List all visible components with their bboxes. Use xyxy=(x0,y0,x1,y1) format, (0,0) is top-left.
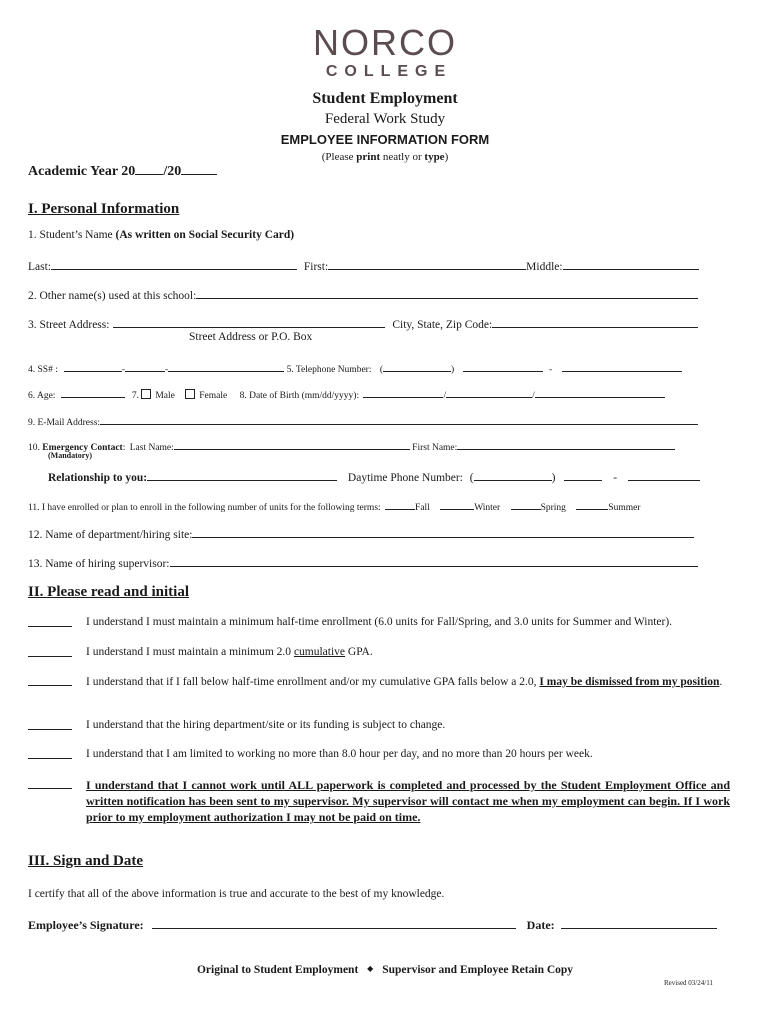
units-label: 11. I have enrolled or plan to enroll in the following number of units for the following terms: xyxy=(28,503,381,513)
initial-text-5: I understand that I am limited to working no more than 8.0 hour per day, and no more than 20 hours per week. xyxy=(86,748,593,760)
form-heading: EMPLOYEE INFORMATION FORM xyxy=(280,132,490,147)
first-name-field[interactable] xyxy=(328,258,526,270)
form-subtitle: Federal Work Study xyxy=(324,111,446,127)
female-label: Female xyxy=(199,391,228,401)
street-address-hint: Street Address or P.O. Box xyxy=(189,331,313,343)
student-name-label: 1. Student’s Name xyxy=(28,229,116,241)
academic-year-end-field[interactable] xyxy=(181,163,217,175)
other-names-label: 2. Other name(s) used at this school: xyxy=(28,290,197,302)
male-label: Male xyxy=(155,391,175,401)
name-fields-row xyxy=(28,258,699,273)
ss-field-2[interactable] xyxy=(125,360,165,372)
dob-label: 8. Date of Birth (mm/dd/yyyy): xyxy=(239,391,360,401)
relationship-label: Relationship to you: xyxy=(48,472,148,484)
emergency-last-label: Last Name: xyxy=(129,443,174,453)
section-personal-heading: I. Personal Information xyxy=(28,201,180,217)
female-checkbox[interactable] xyxy=(185,389,195,399)
initial-line-1[interactable] xyxy=(28,615,72,627)
department-row xyxy=(28,526,694,541)
address-row xyxy=(28,316,698,331)
form-title: Student Employment xyxy=(312,90,458,107)
day-phone-area-field[interactable] xyxy=(474,469,552,481)
dob-month-field[interactable] xyxy=(363,386,443,398)
day-phone-prefix-field[interactable] xyxy=(564,469,602,481)
academic-year-label: Academic Year 20 xyxy=(28,164,136,179)
diamond-icon: ◆ xyxy=(367,964,374,973)
units-row xyxy=(28,498,640,513)
relationship-field[interactable] xyxy=(147,469,337,481)
supervisor-field[interactable] xyxy=(170,555,698,567)
spring-label: Spring xyxy=(540,503,566,513)
form-instruction xyxy=(0,151,770,163)
winter-units-field[interactable] xyxy=(440,498,474,510)
signature-field[interactable] xyxy=(152,917,516,929)
emergency-last-field[interactable] xyxy=(174,438,410,450)
ss-phone-row xyxy=(28,360,682,375)
ss-field-1[interactable] xyxy=(64,360,122,372)
ss-field-3[interactable] xyxy=(168,360,284,372)
initial-text-2-post: GPA. xyxy=(345,646,373,658)
gender-label: 7. xyxy=(131,391,139,401)
ss-label: 4. SS# : xyxy=(28,365,58,375)
initial-text-1: I understand I must maintain a minimum half-time enrollment (6.0 units for Fall/Spring, and 3.0 units for Summer and Winter). xyxy=(86,616,673,628)
signature-label: Employee’s Signature: xyxy=(28,918,144,932)
initial-line-5[interactable] xyxy=(28,747,72,759)
last-name-label: Last: xyxy=(28,261,51,273)
initial-text-3-emphasis: I may be dismissed from my position xyxy=(539,676,720,688)
college-logo xyxy=(290,24,480,82)
department-field[interactable] xyxy=(192,526,694,538)
street-address-field[interactable] xyxy=(113,316,385,328)
supervisor-row xyxy=(28,555,698,570)
email-row xyxy=(28,413,698,428)
signature-row xyxy=(28,917,717,933)
email-field[interactable] xyxy=(100,413,698,425)
age-label: 6. Age: xyxy=(28,391,56,401)
academic-year-start-field[interactable] xyxy=(135,163,163,175)
phone-paren-close: ) xyxy=(451,365,455,375)
phone-line-field[interactable] xyxy=(562,360,682,372)
initial-text-6: I understand that I cannot work until ALL paperwork is completed and processed by the Student Employment Office and written notification has been sent to my supervisor. My supervisor will contact me when my employment can begin. If I work prior to my employment authorization I may not be paid on time. xyxy=(86,778,730,824)
day-phone-dash: - xyxy=(613,472,618,484)
footer-copy-note xyxy=(0,964,770,976)
department-label: 12. Name of department/hiring site: xyxy=(28,529,193,541)
other-names-field[interactable] xyxy=(196,287,698,299)
first-name-label: First: xyxy=(303,261,329,273)
day-phone-paren-close: ) xyxy=(551,472,556,484)
student-name-note: (As written on Social Security Card) xyxy=(115,229,295,241)
initial-text-3 xyxy=(86,675,730,689)
dob-slash-2: / xyxy=(532,391,535,401)
male-checkbox[interactable] xyxy=(141,389,151,399)
age-field[interactable] xyxy=(61,386,125,398)
certify-statement: I certify that all of the above information is true and accurate to the best of my knowledge. xyxy=(28,888,445,900)
instruction-pre: (Please xyxy=(321,151,357,163)
summer-label: Summer xyxy=(608,503,641,513)
footer-retain: Supervisor and Employee Retain Copy xyxy=(382,964,574,976)
instruction-post: ) xyxy=(444,151,449,163)
fall-units-field[interactable] xyxy=(385,498,415,510)
initial-text-3-post: . xyxy=(719,676,723,688)
street-address-label: 3. Street Address: xyxy=(28,319,110,331)
phone-dash: - xyxy=(548,365,553,375)
revised-date: Revised 03/24/11 xyxy=(664,979,713,987)
city-state-zip-field[interactable] xyxy=(492,316,698,328)
last-name-field[interactable] xyxy=(51,258,297,270)
phone-paren-open: ( xyxy=(379,365,384,375)
academic-year xyxy=(28,163,217,180)
day-phone-line-field[interactable] xyxy=(628,469,700,481)
emergency-row xyxy=(28,438,675,453)
instruction-mid: neatly or xyxy=(380,151,425,163)
middle-name-field[interactable] xyxy=(563,258,699,270)
logo-subwordmark: COLLEGE xyxy=(325,63,453,80)
emergency-label: Emergency Contact xyxy=(42,443,123,453)
logo-wordmark: NORCO xyxy=(313,22,457,63)
daytime-phone-label: Daytime Phone Number: xyxy=(347,472,463,484)
summer-units-field[interactable] xyxy=(576,498,608,510)
section-sign-heading: III. Sign and Date xyxy=(28,853,144,869)
mandatory-note: (Mandatory) xyxy=(48,451,92,460)
emergency-first-label: First Name: xyxy=(412,443,458,453)
initial-text-2 xyxy=(86,646,373,658)
date-label: Date: xyxy=(526,918,555,932)
middle-name-label: Middle: xyxy=(526,261,563,273)
emergency-first-field[interactable] xyxy=(457,438,675,450)
dob-slash-1: / xyxy=(443,391,447,401)
winter-label: Winter xyxy=(474,503,501,513)
dob-day-field[interactable] xyxy=(446,386,532,398)
city-state-zip-label: City, State, Zip Code: xyxy=(392,319,493,331)
phone-area-field[interactable] xyxy=(383,360,451,372)
dob-year-field[interactable] xyxy=(535,386,665,398)
initial-text-3-pre: I understand that if I fall below half-time enrollment and/or my cumulative GPA falls below a 2.0, xyxy=(86,676,540,688)
telephone-label: 5. Telephone Number: xyxy=(286,365,372,375)
initial-line-2[interactable] xyxy=(28,645,72,657)
day-phone-paren-open: ( xyxy=(469,472,474,484)
ss-dash-2: - xyxy=(165,365,169,375)
relationship-row xyxy=(48,469,700,484)
phone-prefix-field[interactable] xyxy=(463,360,543,372)
student-name-row xyxy=(28,229,294,241)
section-initial-heading: II. Please read and initial xyxy=(28,584,189,600)
instruction-type: type xyxy=(424,151,445,163)
initial-line-3[interactable] xyxy=(28,674,72,686)
initial-line-6[interactable] xyxy=(28,777,72,789)
instruction-print: print xyxy=(356,151,381,163)
fall-label: Fall xyxy=(415,503,430,513)
other-names-row xyxy=(28,287,698,302)
initial-line-4[interactable] xyxy=(28,718,72,730)
footer-original: Original to Student Employment xyxy=(196,964,359,976)
ss-dash-1: - xyxy=(121,365,126,375)
academic-year-sep: /20 xyxy=(163,164,182,179)
emergency-colon: : xyxy=(122,443,126,453)
date-field[interactable] xyxy=(561,917,717,929)
initial-text-4: I understand that the hiring department/site or its funding is subject to change. xyxy=(86,719,446,731)
initial-text-2-pre: I understand I must maintain a minimum 2.0 xyxy=(86,646,294,658)
emergency-number: 10. xyxy=(28,443,43,453)
supervisor-label: 13. Name of hiring supervisor: xyxy=(28,558,170,570)
age-gender-dob-row xyxy=(28,386,665,401)
initial-text-2-underlined: cumulative xyxy=(293,646,346,658)
email-label: 9. E-Mail Address: xyxy=(28,418,101,428)
spring-units-field[interactable] xyxy=(511,498,541,510)
